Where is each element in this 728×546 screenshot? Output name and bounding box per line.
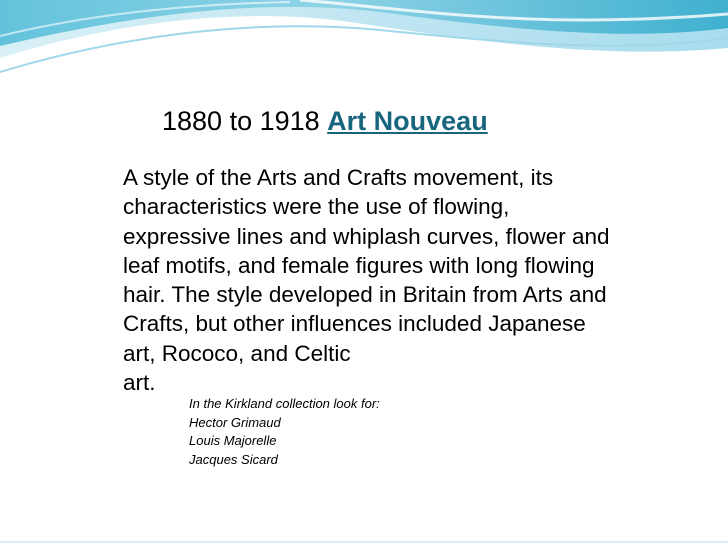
body-line: Crafts, but other influences included Japanese	[123, 311, 586, 337]
collection-note	[189, 395, 380, 469]
artist-name: Louis Majorelle	[189, 433, 277, 448]
body-line: A style of the Arts and Crafts movement, its	[123, 165, 554, 190]
body-line: leaf motifs, and female figures with long flowing	[123, 252, 595, 278]
body-line: art, Rococo, and Celtic	[123, 340, 351, 366]
body-line: hair. The style developed in Britain from Arts and	[123, 282, 607, 308]
body-line: characteristics were the use of flowing,	[123, 194, 510, 220]
body-line: expressive lines and whiplash curves, flower and	[123, 223, 610, 249]
description-paragraph	[123, 163, 663, 397]
slide-title	[162, 103, 488, 139]
body-line: art.	[123, 370, 156, 396]
title-date-range: 1880 to 1918	[162, 106, 320, 136]
header-wave-decoration	[0, 0, 728, 90]
footer-line-decoration	[0, 538, 728, 546]
artist-name: Jacques Sicard	[189, 451, 278, 467]
art-nouveau-link[interactable]: Art Nouveau	[327, 106, 488, 136]
artist-name: Hector Grimaud	[189, 414, 281, 430]
note-heading: In the Kirkland collection look for:	[189, 396, 380, 411]
